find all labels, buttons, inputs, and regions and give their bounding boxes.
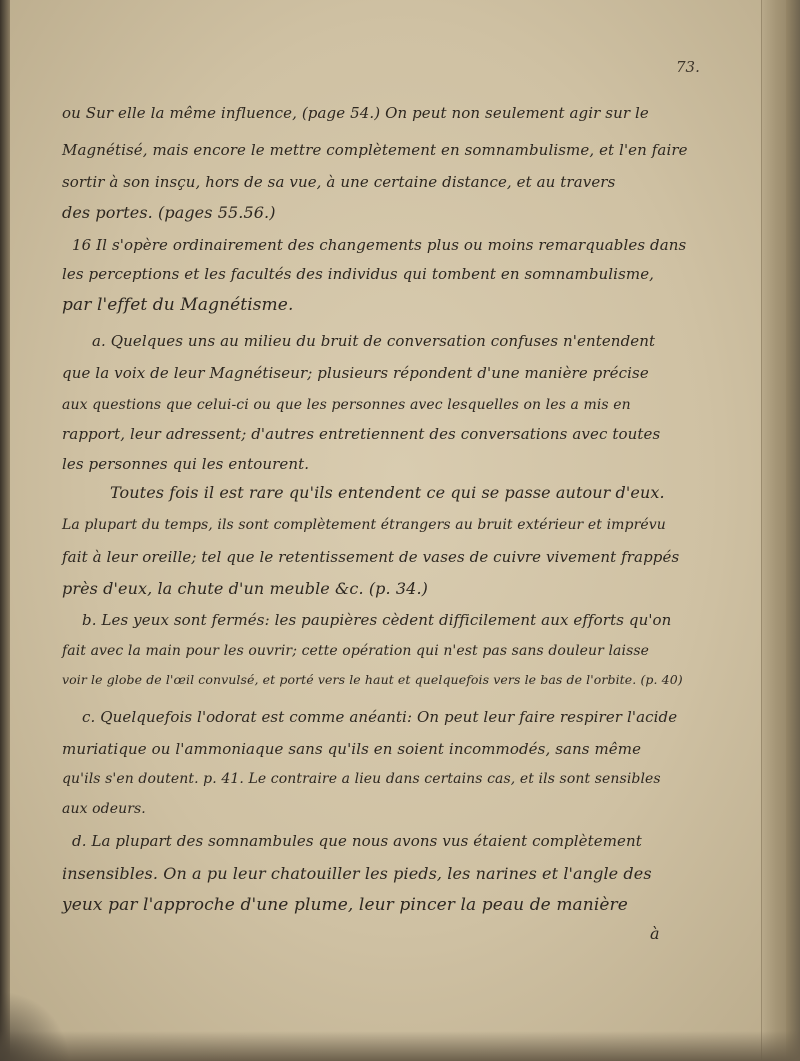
text-line: yeux par l'approche d'une plume, leur pincer la peau de manière	[62, 895, 628, 915]
text-line: près d'eux, la chute d'un meuble &c. (p. 34.)	[62, 579, 428, 598]
text-line: Toutes fois il est rare qu'ils entendent ce qui se passe autour d'eux.	[110, 483, 665, 502]
page-bottom-edge	[0, 1031, 800, 1061]
text-line: aux questions que celui-ci ou que les personnes avec lesquelles on les a mis en	[62, 397, 631, 413]
text-line: que la voix de leur Magnétiseur; plusieurs répondent d'une manière précise	[62, 364, 649, 382]
text-line: ou Sur elle la même influence, (page 54.) On peut non seulement agir sur le	[62, 104, 649, 122]
page-left-edge	[0, 0, 10, 1061]
corner-shadow	[0, 991, 70, 1061]
text-line: voir le globe de l'œil convulsé, et porté vers le haut et quelquefois vers le bas de l'orbite. (p. 40)	[62, 672, 683, 687]
text-line: 16 Il s'opère ordinairement des changements plus ou moins remarquables dans	[72, 236, 687, 254]
text-line: b. Les yeux sont fermés: les paupières cèdent difficilement aux efforts qu'on	[82, 611, 672, 629]
text-line: fait avec la main pour les ouvrir; cette opération qui n'est pas sans douleur laisse	[62, 643, 650, 659]
text-line: les personnes qui les entourent.	[62, 455, 310, 473]
text-line: d. La plupart des somnambules que nous avons vus étaient complètement	[72, 832, 642, 850]
text-line: Magnétisé, mais encore le mettre complètement en somnambulisme, et l'en faire	[62, 141, 688, 159]
text-line: insensibles. On a pu leur chatouiller les pieds, les narines et l'angle des	[62, 864, 652, 883]
text-line: aux odeurs.	[62, 801, 146, 817]
text-line: les perceptions et les facultés des individus qui tombent en somnambulisme,	[62, 265, 655, 283]
page-binding-edge	[786, 0, 800, 1061]
text-line: par l'effet du Magnétisme.	[62, 295, 294, 315]
catchword: à	[650, 924, 660, 943]
text-line: qu'ils s'en doutent. p. 41. Le contraire a lieu dans certains cas, et ils sont sensibles	[62, 771, 661, 787]
text-line: muriatique ou l'ammoniaque sans qu'ils en soient incommodés, sans même	[62, 740, 642, 758]
text-line: La plupart du temps, ils sont complètement étrangers au bruit extérieur et imprévu	[62, 517, 666, 533]
text-line: fait à leur oreille; tel que le retentissement de vases de cuivre vivement frappés	[62, 548, 680, 566]
page-number: 73.	[676, 58, 700, 76]
text-line: c. Quelquefois l'odorat est comme anéanti: On peut leur faire respirer l'acide	[82, 708, 678, 726]
text-line: a. Quelques uns au milieu du bruit de conversation confuses n'entendent	[92, 332, 656, 350]
text-line: rapport, leur adressent; d'autres entretiennent des conversations avec toutes	[62, 425, 661, 443]
text-line: sortir à son insçu, hors de sa vue, à une certaine distance, et au travers	[62, 173, 616, 191]
text-line: des portes. (pages 55.56.)	[62, 203, 276, 222]
